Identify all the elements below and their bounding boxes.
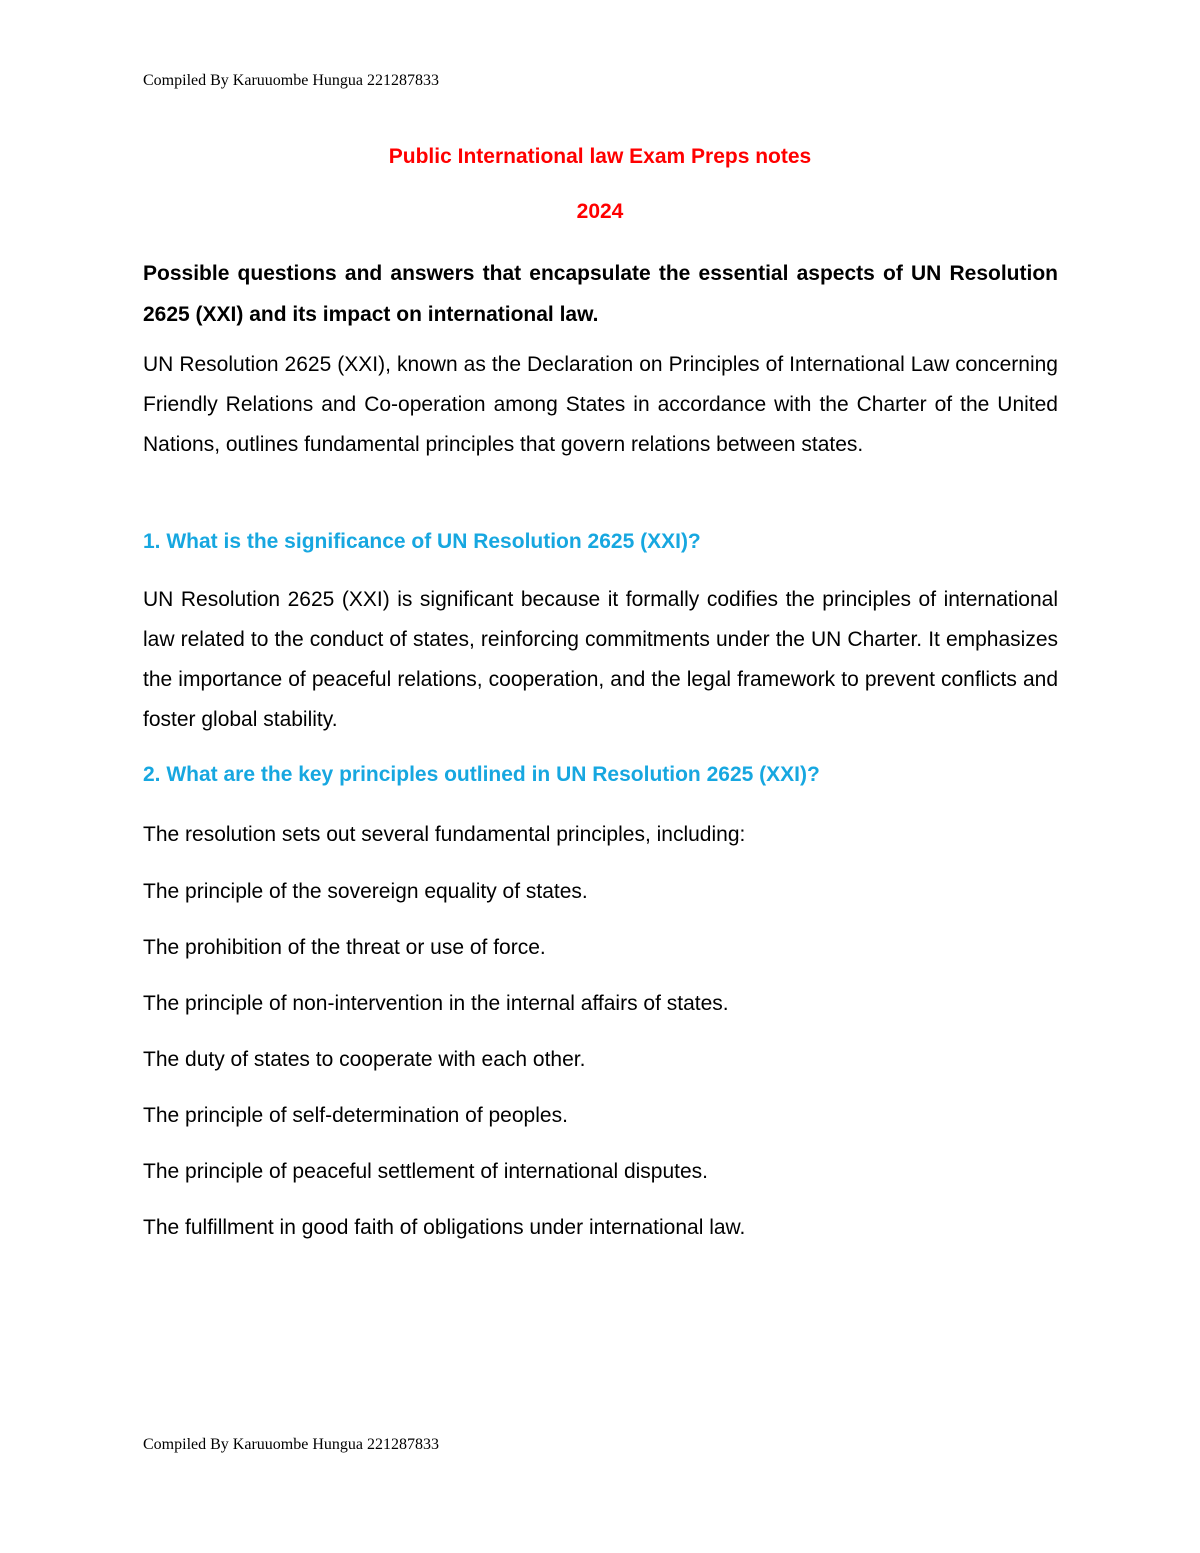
intro-paragraph: UN Resolution 2625 (XXI), known as the Declaration on Principles of International Law concerning Friendly Relations and Co-operation among States in accordance with the Charter of the United Nations, outlines fundamental principles that govern relations between states. <box>143 353 1058 456</box>
principle-item: The principle of the sovereign equality of states. <box>143 880 588 903</box>
page-header: Compiled By Karuuombe Hungua 221287833 <box>143 72 439 89</box>
question-1-answer: UN Resolution 2625 (XXI) is significant because it formally codifies the principles of international law related to the conduct of states, reinforcing commitments under the UN Charter. It emphasizes the importance of peaceful relations, cooperation, and the legal framework to prevent conflicts and foster global stability. <box>143 588 1058 731</box>
page-footer: Compiled By Karuuombe Hungua 221287833 <box>143 1436 439 1453</box>
principle-item: The principle of non-intervention in the internal affairs of states. <box>143 992 729 1015</box>
question-1-heading: 1. What is the significance of UN Resolution 2625 (XXI)? <box>143 530 701 553</box>
principle-item: The principle of self-determination of peoples. <box>143 1104 568 1127</box>
question-2-lead: The resolution sets out several fundamental principles, including: <box>143 823 746 846</box>
principle-item: The fulfillment in good faith of obligations under international law. <box>143 1216 746 1239</box>
question-2-heading: 2. What are the key principles outlined in UN Resolution 2625 (XXI)? <box>143 763 820 786</box>
document-year: 2024 <box>576 200 624 223</box>
intro-heading: Possible questions and answers that encapsulate the essential aspects of UN Resolution 2625 (XXI) and its impact on international law. <box>143 262 1058 326</box>
document-title: Public International law Exam Preps notes <box>388 145 812 168</box>
principle-item: The duty of states to cooperate with each other. <box>143 1048 586 1071</box>
principle-item: The principle of peaceful settlement of international disputes. <box>143 1160 709 1183</box>
principle-item: The prohibition of the threat or use of force. <box>143 936 546 959</box>
